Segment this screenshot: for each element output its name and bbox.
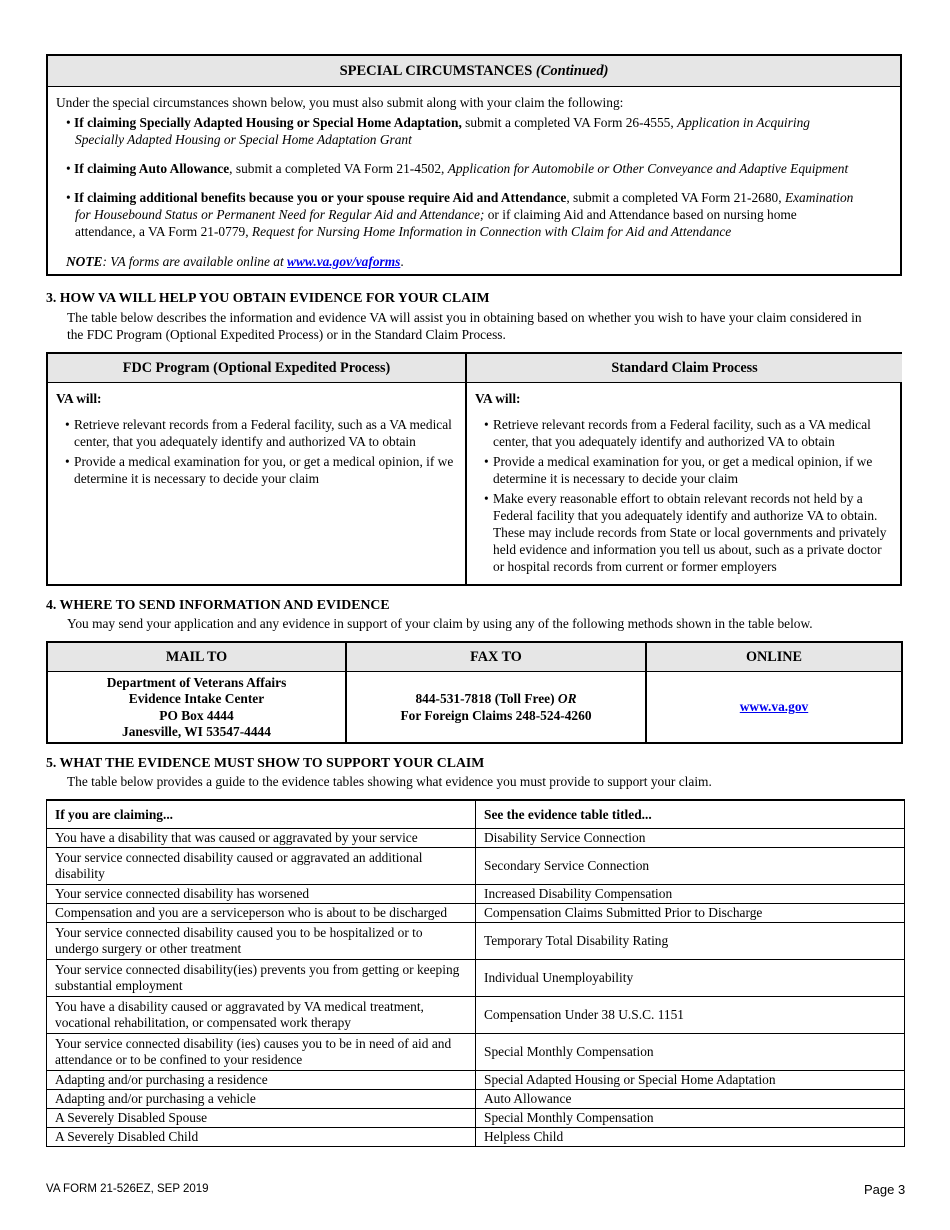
claim-cell: Your service connected disability caused or aggravated an additional disability	[47, 848, 476, 885]
mail-line: Evidence Intake Center	[128, 691, 265, 706]
bullet-aid-text-3: attendance, a VA Form 21-0779,	[75, 224, 252, 239]
send-methods-table	[46, 641, 903, 744]
claim-cell: You have a disability that was caused or aggravated by your service	[47, 829, 476, 848]
bullet-auto-bold: If claiming Auto Allowance	[74, 161, 230, 176]
evidence-table-cell: Compensation Under 38 U.S.C. 1151	[476, 997, 905, 1034]
online-header: ONLINE	[647, 643, 901, 672]
special-circumstances-box	[46, 54, 902, 276]
mail-address	[48, 673, 345, 742]
claim-cell: You have a disability caused or aggravated by VA medical treatment, vocational rehabilitation, or compensated work therapy	[47, 997, 476, 1034]
claim-cell: Adapting and/or purchasing a residence	[47, 1071, 476, 1090]
column-divider	[465, 354, 467, 584]
section-3-heading: 3. HOW VA WILL HELP YOU OBTAIN EVIDENCE FOR YOUR CLAIM	[46, 290, 490, 305]
table-row	[47, 1109, 905, 1128]
mail-line: Department of Veterans Affairs	[106, 674, 287, 690]
section-3-line-1: The table below describes the information and evidence VA will assist you in obtaining based on whether you wish to have your claim considered in	[67, 310, 862, 325]
claim-cell: Compensation and you are a serviceperson who is about to be discharged	[47, 904, 476, 923]
evidence-guide-table	[46, 799, 905, 1147]
evidence-table-cell: Individual Unemployability	[476, 960, 905, 997]
bullet-housing-bold: If claiming Specially Adapted Housing or Special Home Adaptation,	[74, 115, 462, 130]
mail-to-header: MAIL TO	[48, 643, 345, 672]
fax-foreign: For Foreign Claims 248-524-4260	[400, 707, 592, 723]
evidence-table-cell: Special Monthly Compensation	[476, 1034, 905, 1071]
table-row	[47, 848, 905, 885]
evidence-help-table	[46, 352, 902, 586]
table-row	[47, 960, 905, 997]
table-row	[47, 1090, 905, 1109]
claim-cell: Your service connected disability (ies) causes you to be in need of aid and attendance or to be confined to your residence	[47, 1034, 476, 1071]
bullet-auto-text: , submit a completed VA Form 21-4502,	[229, 161, 448, 176]
standard-list	[476, 416, 896, 578]
standard-va-will: VA will:	[475, 391, 521, 406]
standard-item: • Make every reasonable effort to obtain relevant records not held by a Federal facility that you adequately identify and authorize VA to obtain. These may include records from State or local governments and privately held evidence and information you tell us about, such as a private doctor or hospital records from current or former employers	[476, 490, 896, 575]
bullet-auto-italic: Application for Automobile or Other Conveyance and Adaptive Equipment	[447, 161, 849, 176]
table-row	[47, 904, 905, 923]
fax-to-header: FAX TO	[347, 643, 645, 672]
standard-header: Standard Claim Process	[467, 354, 902, 383]
bullet-housing-italic-2: Specially Adapted Housing or Special Home Adaptation Grant	[75, 132, 412, 147]
table-row	[47, 1071, 905, 1090]
evidence-table-cell: Disability Service Connection	[476, 829, 905, 848]
bullet-aid-attendance: • If claiming additional benefits because you or your spouse require Aid and Attendance, submit a completed VA Form 21-2680, Examination for Housebound Status or Permanent Need for Regular Aid and Attendance; or if claiming Aid and Attendance based on nursing home attendance, a VA Form 21-0779, Request for Nursing Home Information in Connection with Claim for Aid and Attendance	[66, 190, 854, 239]
mail-line: PO Box 4444	[159, 707, 234, 723]
special-circumstances-title: SPECIAL CIRCUMSTANCES	[339, 63, 533, 79]
table-row	[47, 1034, 905, 1071]
section-5-heading: 5. WHAT THE EVIDENCE MUST SHOW TO SUPPORT YOUR CLAIM	[46, 755, 485, 770]
note-label: NOTE	[66, 254, 103, 269]
evidence-table-cell: Special Adapted Housing or Special Home Adaptation	[476, 1071, 905, 1090]
claim-cell: A Severely Disabled Spouse	[47, 1109, 476, 1128]
section-5-line: The table below provides a guide to the evidence tables showing what evidence you must provide to support your claim.	[67, 774, 712, 789]
evidence-table-column-header: See the evidence table titled...	[476, 800, 905, 829]
page-number: Page 3	[864, 1182, 906, 1197]
section-3-line-2: the FDC Program (Optional Expedited Process) or in the Standard Claim Process.	[67, 327, 506, 342]
bullet-aid-text-2: or if claiming Aid and Attendance based on nursing home	[484, 207, 797, 222]
table-row	[47, 829, 905, 848]
form-identifier: VA FORM 21-526EZ, SEP 2019	[46, 1183, 209, 1195]
special-intro: Under the special circumstances shown below, you must also submit along with your claim the following:	[56, 95, 624, 110]
fax-toll-free: 844-531-7818 (Toll Free)	[415, 691, 558, 706]
bullet-aid-text-1: , submit a completed VA Form 21-2680,	[566, 190, 785, 205]
online-cell	[647, 673, 901, 742]
table-row	[47, 997, 905, 1034]
bullet-aid-italic-3: Request for Nursing Home Information in Connection with Claim for Aid and Attendance	[251, 224, 732, 239]
note-line	[66, 253, 404, 270]
evidence-table-cell: Special Monthly Compensation	[476, 1109, 905, 1128]
special-circumstances-header	[48, 56, 900, 87]
bullet-auto: • If claiming Auto Allowance, submit a completed VA Form 21-4502, Application for Automobile or Other Conveyance and Adaptive Equipment	[66, 161, 849, 176]
section-4-line: You may send your application and any evidence in support of your claim by using any of the following methods shown in the table below.	[67, 616, 813, 631]
bullet-housing: • If claiming Specially Adapted Housing or Special Home Adaptation, submit a completed VA Form 26-4555, Application in Acquiring Specially Adapted Housing or Special Home Adaptation Grant	[66, 115, 810, 147]
note-text: : VA forms are available online at	[102, 254, 288, 269]
bullet-aid-bold: If claiming additional benefits because you or your spouse require Aid and Attendance	[74, 190, 567, 205]
standard-item: • Provide a medical examination for you, or get a medical opinion, if we determine it is necessary to decide your claim	[476, 453, 896, 487]
fdc-va-will: VA will:	[56, 391, 102, 406]
fax-numbers	[347, 673, 645, 742]
bullet-housing-italic-1: Application in Acquiring	[677, 115, 810, 130]
special-circumstances-continued: (Continued)	[535, 63, 609, 79]
bullet-aid-italic-2: for Housebound Status or Permanent Need for Regular Aid and Attendance;	[75, 207, 485, 222]
evidence-table-cell: Increased Disability Compensation	[476, 885, 905, 904]
evidence-table-cell: Temporary Total Disability Rating	[476, 923, 905, 960]
table-row	[47, 885, 905, 904]
claim-cell: A Severely Disabled Child	[47, 1128, 476, 1147]
section-4-heading: 4. WHERE TO SEND INFORMATION AND EVIDENCE	[46, 597, 390, 612]
bullet-housing-text: submit a completed VA Form 26-4555,	[461, 115, 678, 130]
claim-cell: Your service connected disability has worsened	[47, 885, 476, 904]
evidence-table-cell: Helpless Child	[476, 1128, 905, 1147]
claim-cell: Your service connected disability caused you to be hospitalized or to undergo surgery or other treatment	[47, 923, 476, 960]
table-row	[47, 1128, 905, 1147]
fdc-item: • Provide a medical examination for you, or get a medical opinion, if we determine it is necessary to decide your claim	[57, 453, 459, 487]
bullet-aid-italic-1: Examination	[784, 190, 854, 205]
fax-or: OR	[557, 691, 577, 706]
fdc-header: FDC Program (Optional Expedited Process)	[48, 354, 465, 383]
note-end: .	[400, 254, 404, 269]
claiming-column-header: If you are claiming...	[47, 800, 476, 829]
table-row	[47, 923, 905, 960]
evidence-table-cell: Compensation Claims Submitted Prior to Discharge	[476, 904, 905, 923]
fdc-item: • Retrieve relevant records from a Federal facility, such as a VA medical center, that you adequately identify and authorized VA to obtain	[57, 416, 459, 450]
fdc-list	[57, 416, 459, 490]
evidence-table-cell: Auto Allowance	[476, 1090, 905, 1109]
va-gov-link[interactable]: www.va.gov	[739, 699, 809, 715]
standard-item: • Retrieve relevant records from a Federal facility, such as a VA medical center, that you adequately identify and authorized VA to obtain	[476, 416, 896, 450]
claim-cell: Adapting and/or purchasing a vehicle	[47, 1090, 476, 1109]
va-forms-link[interactable]: www.va.gov/vaforms	[287, 254, 401, 269]
evidence-table-cell: Secondary Service Connection	[476, 848, 905, 885]
mail-line: Janesville, WI 53547-4444	[122, 724, 271, 739]
claim-cell: Your service connected disability(ies) prevents you from getting or keeping substantial employment	[47, 960, 476, 997]
